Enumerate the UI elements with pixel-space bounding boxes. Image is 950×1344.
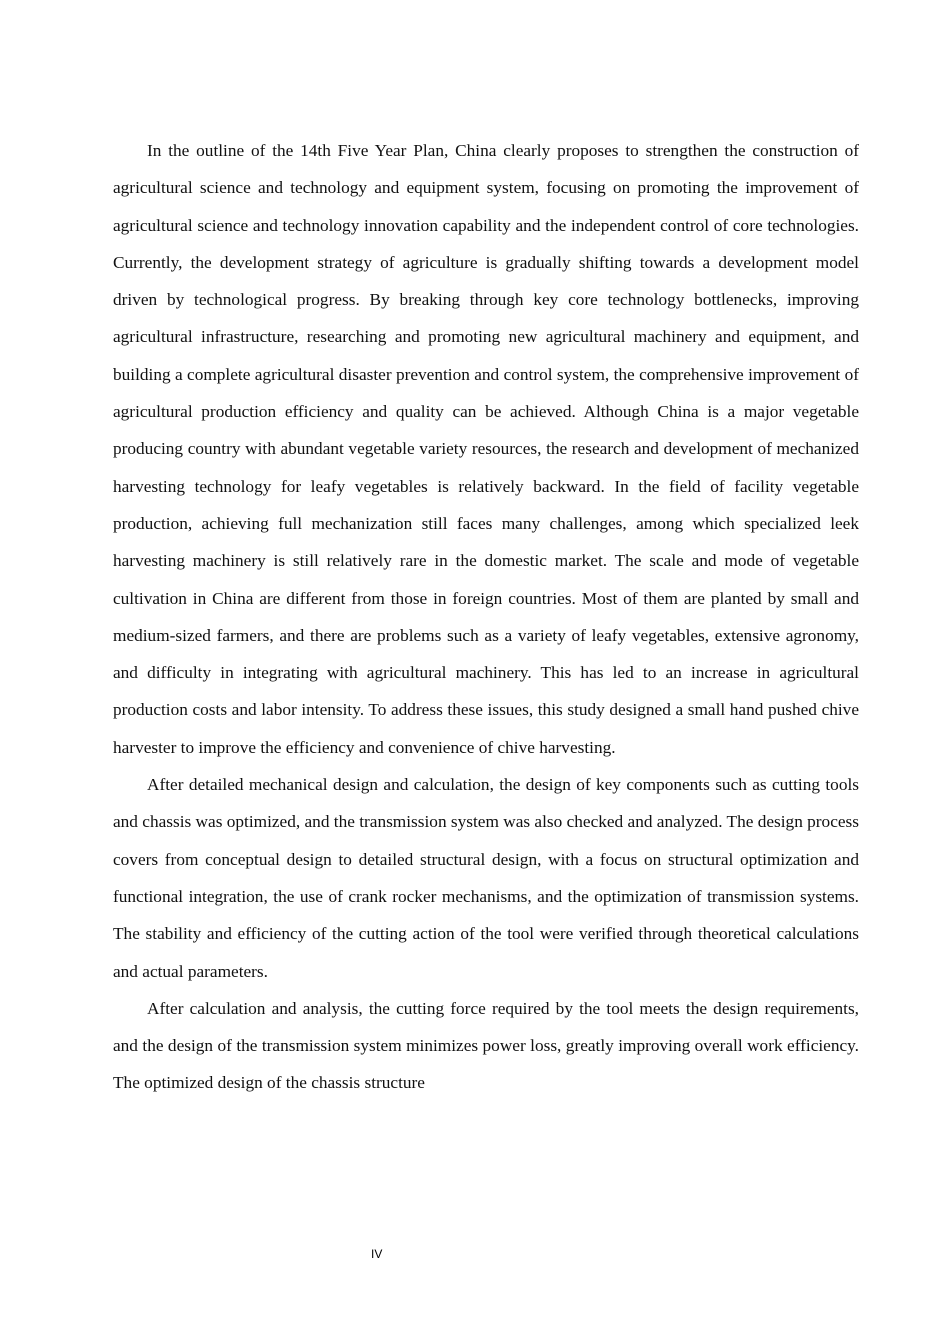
paragraph-2: After detailed mechanical design and calculation, the design of key components such as cutting tools and chassis was optimized, and the transmission system was also checked and analyzed. The design process covers from conceptual design to detailed structural design, with a focus on structural optimization and functional integration, the use of crank rocker mechanisms, and the optimization of transmission systems. The stability and efficiency of the cutting action of the tool were verified through theoretical calculations and actual parameters. <box>113 775 859 981</box>
page-number: IV <box>371 1247 383 1261</box>
paragraph-1: In the outline of the 14th Five Year Plan, China clearly proposes to strengthen the construction of agricultural science and technology and equipment system, focusing on promoting the improvement of agricultural science and technology innovation capability and the independent control of core technologies. Currently, the development strategy of agriculture is gradually shifting towards a development model driven by technological progress. By breaking through key core technology bottlenecks, improving agricultural infrastructure, researching and promoting new agricultural machinery and equipment, and building a complete agricultural disaster prevention and control system, the comprehensive improvement of agricultural production efficiency and quality can be achieved. Although China is a major vegetable producing country with abundant vegetable variety resources, the research and development of mechanized harvesting technology for leafy vegetables is relatively backward. In the field of facility vegetable production, achieving full mechanization still faces many challenges, among which specialized leek harvesting machinery is still relatively rare in the domestic market. The scale and mode of vegetable cultivation in China are different from those in foreign countries. Most of them are planted by small and medium-sized farmers, and there are problems such as a variety of leafy vegetables, extensive agronomy, and difficulty in integrating with agricultural machinery. This has led to an increase in agricultural production costs and labor intensity. To address these issues, this study designed a small hand pushed chive harvester to improve the efficiency and convenience of chive harvesting. <box>113 141 859 757</box>
abstract-body <box>113 132 859 1102</box>
paragraph-3: After calculation and analysis, the cutting force required by the tool meets the design requirements, and the design of the transmission system minimizes power loss, greatly improving overall work efficiency. The optimized design of the chassis structure <box>113 998 859 1093</box>
